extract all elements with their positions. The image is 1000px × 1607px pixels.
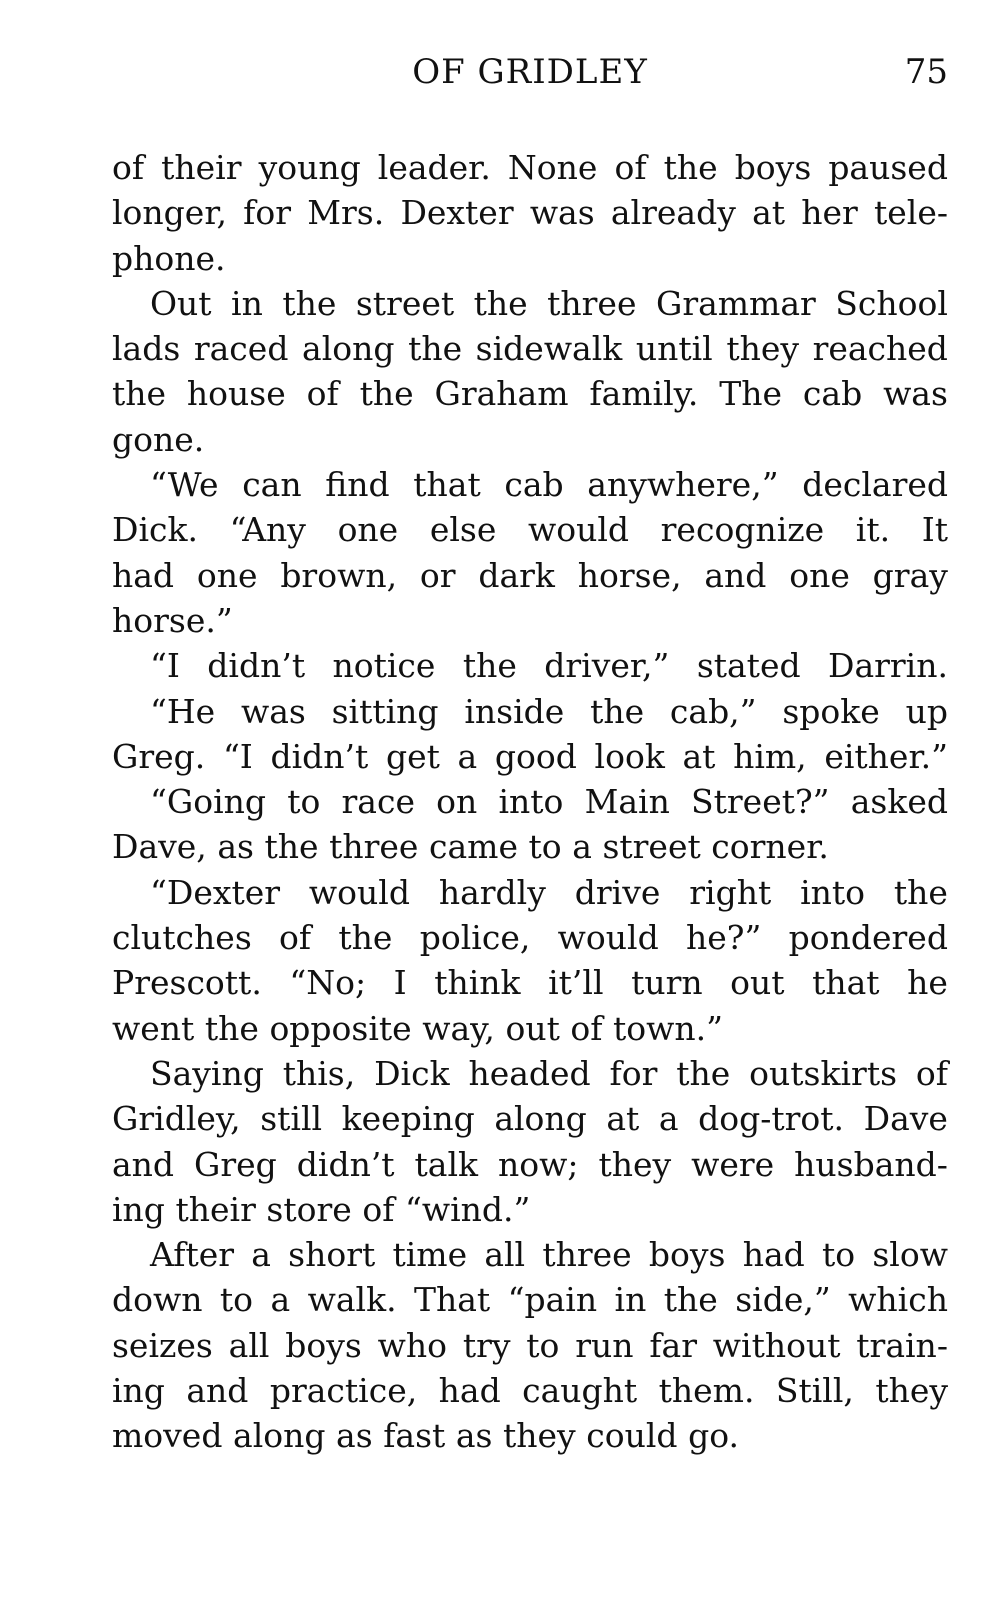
word: ing <box>112 1189 165 1229</box>
word: raced <box>193 329 289 369</box>
word: “Any <box>229 510 306 550</box>
word: notice <box>332 646 436 686</box>
word: into <box>498 782 564 822</box>
word: spoke <box>782 691 880 731</box>
word: which <box>848 1280 948 1320</box>
word: go. <box>688 1416 739 1456</box>
word: didn’t <box>207 646 306 686</box>
word: they <box>503 1416 576 1456</box>
word: town.” <box>613 1008 724 1048</box>
word: Dick. <box>112 510 198 550</box>
word: practice, <box>269 1371 418 1411</box>
word: It <box>921 510 948 550</box>
text-line <box>112 1232 948 1277</box>
word: recognize <box>660 510 825 550</box>
word: Prescott. <box>112 963 262 1003</box>
word: down <box>112 1280 203 1320</box>
word: the <box>282 283 337 323</box>
word: a <box>457 736 478 776</box>
word: Gridley, <box>112 1099 241 1139</box>
word: moved <box>112 1416 223 1456</box>
word: inside <box>464 691 565 731</box>
word: boys <box>734 148 812 187</box>
word: it’ll <box>548 963 604 1003</box>
word: good <box>494 736 577 776</box>
word: can <box>242 465 302 505</box>
word: Graham <box>434 374 569 414</box>
word: anywhere,” <box>587 465 779 505</box>
word: into <box>800 872 866 912</box>
word: cab <box>802 374 863 414</box>
word: three <box>547 283 637 323</box>
word: The <box>719 374 783 414</box>
word: didn’t <box>296 1144 395 1184</box>
word: brown, <box>280 555 398 595</box>
word: this, <box>282 1053 356 1093</box>
word: out <box>730 963 785 1003</box>
word: the <box>893 872 948 912</box>
word: Dave, <box>112 827 207 867</box>
word: seizes <box>112 1325 213 1365</box>
word: it. <box>855 510 891 550</box>
text-line <box>112 553 948 598</box>
word: paused <box>828 148 948 187</box>
word: at <box>752 193 785 233</box>
word: the <box>473 283 528 323</box>
word: the <box>264 827 319 867</box>
word: were <box>691 1144 775 1184</box>
word: without <box>712 1325 841 1365</box>
word: at <box>606 1099 640 1139</box>
text-line <box>112 1051 948 1096</box>
word: to <box>822 1235 856 1275</box>
word: of <box>112 148 145 187</box>
word: to <box>528 827 562 867</box>
word: “Going <box>150 782 267 822</box>
word: the <box>663 148 718 187</box>
word: they <box>875 1371 948 1411</box>
word: longer, <box>112 193 227 233</box>
word: boys <box>285 1325 362 1365</box>
word: turn <box>631 963 703 1003</box>
text-line <box>112 1277 948 1322</box>
page-number: 75 <box>904 52 948 92</box>
word: up <box>905 691 948 731</box>
word: “Dexter <box>150 872 281 912</box>
word: right <box>689 872 772 912</box>
word: Still, <box>775 1371 854 1411</box>
word: horse, <box>577 555 682 595</box>
word: School <box>835 283 948 323</box>
text-line <box>112 190 948 235</box>
word: they <box>598 1144 672 1184</box>
text-line <box>112 462 948 507</box>
word: to <box>219 1280 254 1320</box>
word: was <box>529 193 595 233</box>
word: pondered <box>788 918 948 958</box>
word: would <box>528 510 630 550</box>
word: keeping <box>341 1099 475 1139</box>
word: three <box>329 827 419 867</box>
word: out <box>505 1008 560 1048</box>
word: Main <box>584 782 670 822</box>
word: family. <box>589 374 699 414</box>
word: Dave <box>863 1099 948 1139</box>
word: as <box>336 1416 373 1456</box>
word: hardly <box>438 872 546 912</box>
word: could <box>586 1416 678 1456</box>
text-line <box>112 281 948 326</box>
word: her <box>801 193 858 233</box>
word: cab <box>504 465 564 505</box>
word: “I <box>222 736 253 776</box>
word: street <box>355 283 455 323</box>
word: think <box>434 963 521 1003</box>
word: in <box>231 283 263 323</box>
text-line <box>112 824 948 869</box>
word: and <box>704 555 767 595</box>
word: of <box>614 148 647 187</box>
word: along <box>494 1099 587 1139</box>
word: of <box>570 1008 603 1048</box>
word: gray <box>872 555 948 595</box>
word: for <box>243 193 292 233</box>
text-line <box>112 598 948 643</box>
word: house <box>186 374 286 414</box>
word: a <box>658 1099 679 1139</box>
word: of <box>362 1189 395 1229</box>
word: a <box>251 1235 271 1275</box>
body-text <box>112 145 948 1459</box>
word: and <box>186 1371 249 1411</box>
word: leader. <box>377 148 491 187</box>
text-line <box>112 1323 948 1368</box>
text-line <box>112 689 948 734</box>
word: Street?” <box>691 782 830 822</box>
word: one <box>196 555 258 595</box>
word: fast <box>383 1416 446 1456</box>
word: one <box>789 555 850 595</box>
word: their <box>161 148 242 187</box>
word: walk. <box>307 1280 397 1320</box>
word: at <box>682 736 716 776</box>
word: that <box>413 465 481 505</box>
text-line <box>112 779 948 824</box>
word: Saying <box>150 1053 264 1093</box>
word: store <box>266 1189 352 1229</box>
word: the <box>590 691 645 731</box>
word: already <box>610 193 736 233</box>
word: sitting <box>331 691 439 731</box>
word: went <box>112 1008 195 1048</box>
word: now; <box>497 1144 579 1184</box>
word: time <box>392 1235 468 1275</box>
word: declared <box>802 465 948 505</box>
word: still <box>260 1099 323 1139</box>
word: After <box>150 1235 235 1275</box>
word: Grammar <box>655 283 816 323</box>
word: of <box>915 1053 948 1093</box>
word: talk <box>414 1144 479 1184</box>
word: short <box>288 1235 376 1275</box>
word: came <box>429 827 518 867</box>
word: “We <box>150 465 219 505</box>
word: “I <box>150 646 180 686</box>
word: corner. <box>711 827 829 867</box>
word: street <box>602 827 701 867</box>
word: I <box>393 963 407 1003</box>
word: way, <box>422 1008 495 1048</box>
word: them. <box>658 1371 755 1411</box>
word: asked <box>850 782 948 822</box>
word: one <box>337 510 399 550</box>
word: look <box>594 736 665 776</box>
text-line <box>112 1187 948 1232</box>
word: run <box>575 1325 634 1365</box>
word: on <box>436 782 478 822</box>
word: didn’t <box>270 736 369 776</box>
word: side,” <box>735 1280 831 1320</box>
word: him, <box>733 736 807 776</box>
word: Mrs. <box>307 193 385 233</box>
word: else <box>429 510 497 550</box>
word: dark <box>478 555 555 595</box>
text-line <box>112 1368 948 1413</box>
text-line <box>112 915 948 960</box>
word: all <box>228 1325 270 1365</box>
word: of <box>279 918 312 958</box>
text-line <box>112 960 948 1005</box>
word: caught <box>522 1371 638 1411</box>
word: boys <box>648 1235 726 1275</box>
word: get <box>385 736 440 776</box>
word: had <box>438 1371 501 1411</box>
word: was <box>883 374 948 414</box>
word: three <box>542 1235 632 1275</box>
word: slow <box>872 1235 948 1275</box>
word: the <box>462 646 517 686</box>
word: the <box>338 918 393 958</box>
word: would <box>308 872 410 912</box>
word: horse.” <box>112 600 233 640</box>
word: Dick <box>374 1053 450 1093</box>
running-head <box>112 52 948 102</box>
word: phone. <box>112 238 226 278</box>
word: husband- <box>794 1144 948 1184</box>
word: or <box>419 555 456 595</box>
word: had <box>112 555 175 595</box>
word: “No; <box>289 963 367 1003</box>
word: the <box>112 374 167 414</box>
word: either.” <box>824 736 948 776</box>
word: lads <box>112 329 181 369</box>
text-line <box>112 734 948 779</box>
word: None <box>507 148 598 187</box>
word: young <box>258 148 361 187</box>
word: gone. <box>112 419 205 459</box>
text-line <box>112 145 948 190</box>
word: he?” <box>685 918 762 958</box>
word: “wind.” <box>404 1189 531 1229</box>
word: cab,” <box>669 691 757 731</box>
word: in <box>614 1280 647 1320</box>
word: their <box>175 1189 256 1229</box>
word: clutches <box>112 918 252 958</box>
word: Dexter <box>400 193 514 233</box>
word: find <box>325 465 390 505</box>
word: the <box>204 1008 259 1048</box>
word: stated <box>696 646 801 686</box>
word: along <box>233 1416 326 1456</box>
word: as <box>217 827 254 867</box>
word: all <box>484 1235 526 1275</box>
word: the <box>359 374 414 414</box>
word: the <box>663 1280 718 1320</box>
word: that <box>812 963 880 1003</box>
word: to <box>526 1325 560 1365</box>
text-line <box>112 507 948 552</box>
word: sidewalk <box>475 329 623 369</box>
word: driver,” <box>544 646 670 686</box>
word: Greg <box>194 1144 277 1184</box>
word: drive <box>574 872 661 912</box>
text-line <box>112 326 948 371</box>
word: Out <box>150 283 212 323</box>
word: and <box>112 1144 175 1184</box>
word: ing <box>112 1371 165 1411</box>
word: of <box>306 374 339 414</box>
word: they <box>726 329 799 369</box>
word: had <box>742 1235 805 1275</box>
text-line <box>112 643 948 688</box>
word: Greg. <box>112 736 206 776</box>
word: until <box>635 329 713 369</box>
text-line <box>112 1413 948 1458</box>
word: opposite <box>269 1008 412 1048</box>
word: the <box>408 329 463 369</box>
word: “He <box>150 691 216 731</box>
word: he <box>907 963 948 1003</box>
word: the <box>676 1053 731 1093</box>
word: train- <box>856 1325 948 1365</box>
word: who <box>377 1325 448 1365</box>
word: a <box>572 827 592 867</box>
word: as <box>455 1416 493 1456</box>
text-line <box>112 1142 948 1187</box>
word: far <box>649 1325 697 1365</box>
text-line <box>112 870 948 915</box>
text-line <box>112 417 948 462</box>
word: police, <box>419 918 531 958</box>
text-line <box>112 236 948 281</box>
word: outskirts <box>749 1053 898 1093</box>
text-line <box>112 1006 948 1051</box>
word: race <box>341 782 415 822</box>
word: for <box>609 1053 658 1093</box>
running-title: OF GRIDLEY <box>412 52 648 92</box>
word: to <box>287 782 321 822</box>
word: tele- <box>873 193 948 233</box>
text-line <box>112 1096 948 1141</box>
word: Darrin. <box>828 646 948 686</box>
word: would <box>557 918 659 958</box>
word: dog-trot. <box>698 1099 845 1139</box>
word: headed <box>468 1053 591 1093</box>
word: “pain <box>507 1280 598 1320</box>
word: reached <box>812 329 948 369</box>
word: try <box>462 1325 511 1365</box>
word: That <box>413 1280 491 1320</box>
text-line <box>112 371 948 416</box>
word: was <box>240 691 306 731</box>
word: along <box>302 329 395 369</box>
word: a <box>270 1280 291 1320</box>
